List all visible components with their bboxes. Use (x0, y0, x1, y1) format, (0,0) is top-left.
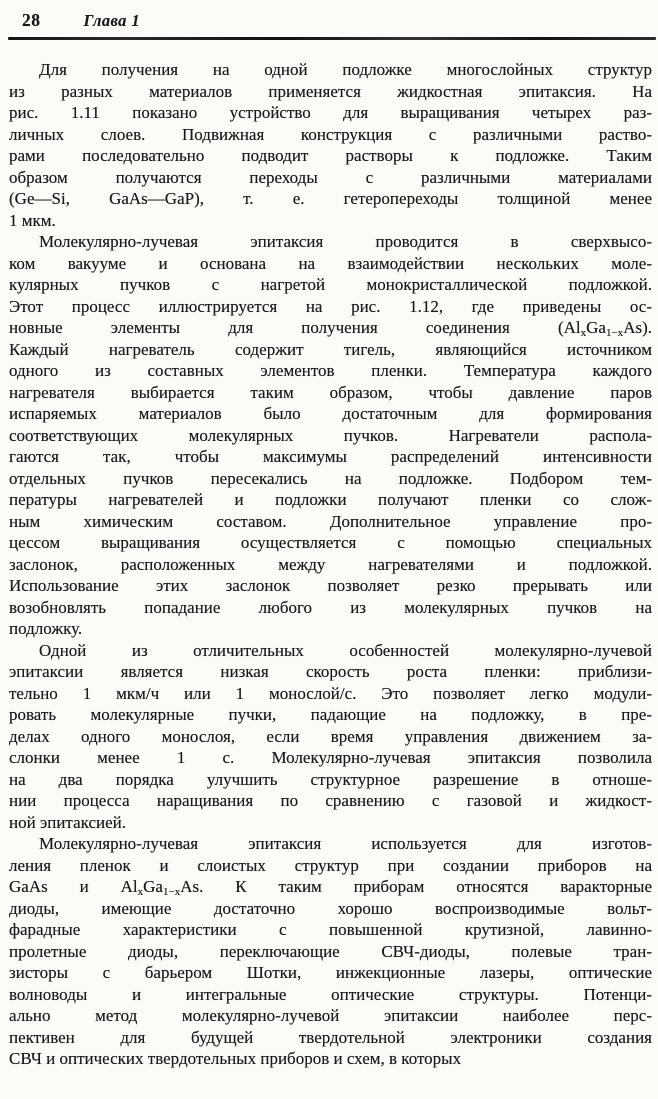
text-line: фарадные характеристики с повышенной крутизной, лавинно- (9, 920, 652, 939)
text-line: пературы нагревателей и подложки получают пленки со слож- (9, 490, 652, 509)
header-rule (8, 37, 656, 40)
text-line: нагревателя выбирается таким образом, чтобы давление паров (9, 382, 652, 402)
text-line: слонки менее 1 с. Молекулярно-лучевая эпитаксия позволила (9, 748, 652, 767)
formula-text: Ga (586, 318, 606, 337)
formula-subscript: 1−x (605, 327, 624, 339)
chapter-title: Глава 1 (83, 11, 140, 30)
text-line: одного из составных элементов пленки. Температура каждого (9, 361, 652, 380)
text-line: зисторы с барьером Шотки, инжекционные лазеры, оптические (9, 963, 652, 982)
text-line: кулярных пучков с нагретой монокристаллической подложкой. (9, 275, 652, 294)
formula-text: новные элементы для получения соединения (Al (9, 318, 581, 337)
text-line: СВЧ и оптических твердотельных приборов и схем, в которых (9, 1049, 462, 1068)
text-line: Каждый нагреватель содержит тигель, являющийся источником (9, 339, 652, 359)
text-line: гаются так, чтобы максимумы распределений интенсивности (9, 447, 652, 466)
text-line: ным химическим составом. Дополнительное управление про- (9, 511, 652, 531)
formula-text: GaAs и Al (9, 877, 138, 896)
text-line: на два порядка улучшить структурное разрешение в отноше- (9, 769, 652, 789)
text-line: ровать молекулярные пучки, падающие на подложку, в пре- (9, 705, 652, 724)
text-line: ной эпитаксией. (9, 812, 126, 832)
running-head (22, 10, 650, 31)
formula-subscript: 1−x (162, 886, 181, 898)
text-line (9, 876, 652, 898)
text-line: Для получения на одной подложке многослойных структур (39, 60, 652, 79)
text-line (9, 317, 652, 339)
text-line: рами последовательно подводит растворы к подложке. Таким (9, 146, 652, 165)
text-line: пролетные диоды, переключающие СВЧ-диоды, полевые тран- (9, 941, 652, 961)
paragraph (9, 231, 652, 640)
text-line: подложку. (9, 619, 83, 638)
page-body (9, 59, 652, 1070)
text-line: испаряемых материалов было достаточным для формирования (9, 404, 652, 423)
text-line: нии процесса наращивания по сравнению с газовой и жидкост- (9, 791, 652, 810)
text-line: эпитаксии является низкая скорость роста пленки: приблизи- (9, 662, 652, 681)
text-line: пективен для будущей твердотельной электроники создания (9, 1027, 652, 1047)
text-line: образом получаются переходы с различными материалами (9, 167, 652, 187)
text-line: Этот процесс иллюстрируется на рис. 1.12, где приведены ос- (9, 296, 652, 316)
text-line: Молекулярно-лучевая эпитаксия проводится в сверхвысо- (39, 232, 652, 251)
text-line: Одной из отличительных особенностей молекулярно-лучевой (39, 640, 652, 660)
text-line: цессом выращивания осуществляется с помощью специальных (9, 533, 652, 552)
text-line: соответствующих молекулярных пучков. Нагреватели распола- (9, 425, 652, 445)
text-line: 1 мкм. (9, 210, 56, 230)
text-line: ком вакууме и основана на взаимодействии нескольких моле- (9, 253, 652, 273)
formula-text: Ga (143, 877, 163, 896)
paragraph (9, 59, 652, 231)
text-line: ально метод молекулярно-лучевой эпитаксии наиболее перс- (9, 1006, 652, 1025)
text-line: рис. 1.11 показано устройство для выращивания четырех раз- (9, 103, 652, 122)
text-line: тельно 1 мкм/ч или 1 монослой/с. Это позволяет легко модули- (9, 683, 652, 703)
text-line: делах одного монослоя, если время управления движением за- (9, 726, 652, 746)
paragraph (9, 833, 652, 1070)
formula-subscript: x (580, 327, 587, 339)
text-line: волноводы и интегральные оптические структуры. Потенци- (9, 984, 652, 1004)
text-line: личных слоев. Подвижная конструкция с различными раство- (9, 124, 652, 144)
text-line: заслонок, расположенных между нагревателями и подложкой. (9, 554, 652, 574)
paragraph (9, 640, 652, 834)
text-line: Молекулярно-лучевая эпитаксия используется для изготов- (39, 834, 652, 853)
formula-subscript: x (137, 886, 144, 898)
text-line: Использование этих заслонок позволяет резко прерывать или (9, 576, 652, 595)
text-line: из разных материалов применяется жидкостная эпитаксия. На (9, 81, 652, 101)
formula-text: As). (623, 318, 652, 337)
text-line: возобновлять попадание любого из молекулярных пучков на (9, 597, 652, 617)
text-line: ления пленок и слоистых структур при создании приборов на (9, 855, 652, 875)
formula-text: As. К таким приборам относятся варакторные (180, 877, 653, 896)
text-line: отдельных пучков пересекались на подложке. Подбором тем- (9, 468, 652, 488)
text-line: диоды, имеющие достаточно хорошо воспроизводимые вольт- (9, 898, 652, 918)
text-line: (Ge—Si, GaAs—GaP), т. е. гетеропереходы толщиной менее (9, 189, 652, 208)
page-number: 28 (22, 10, 41, 30)
